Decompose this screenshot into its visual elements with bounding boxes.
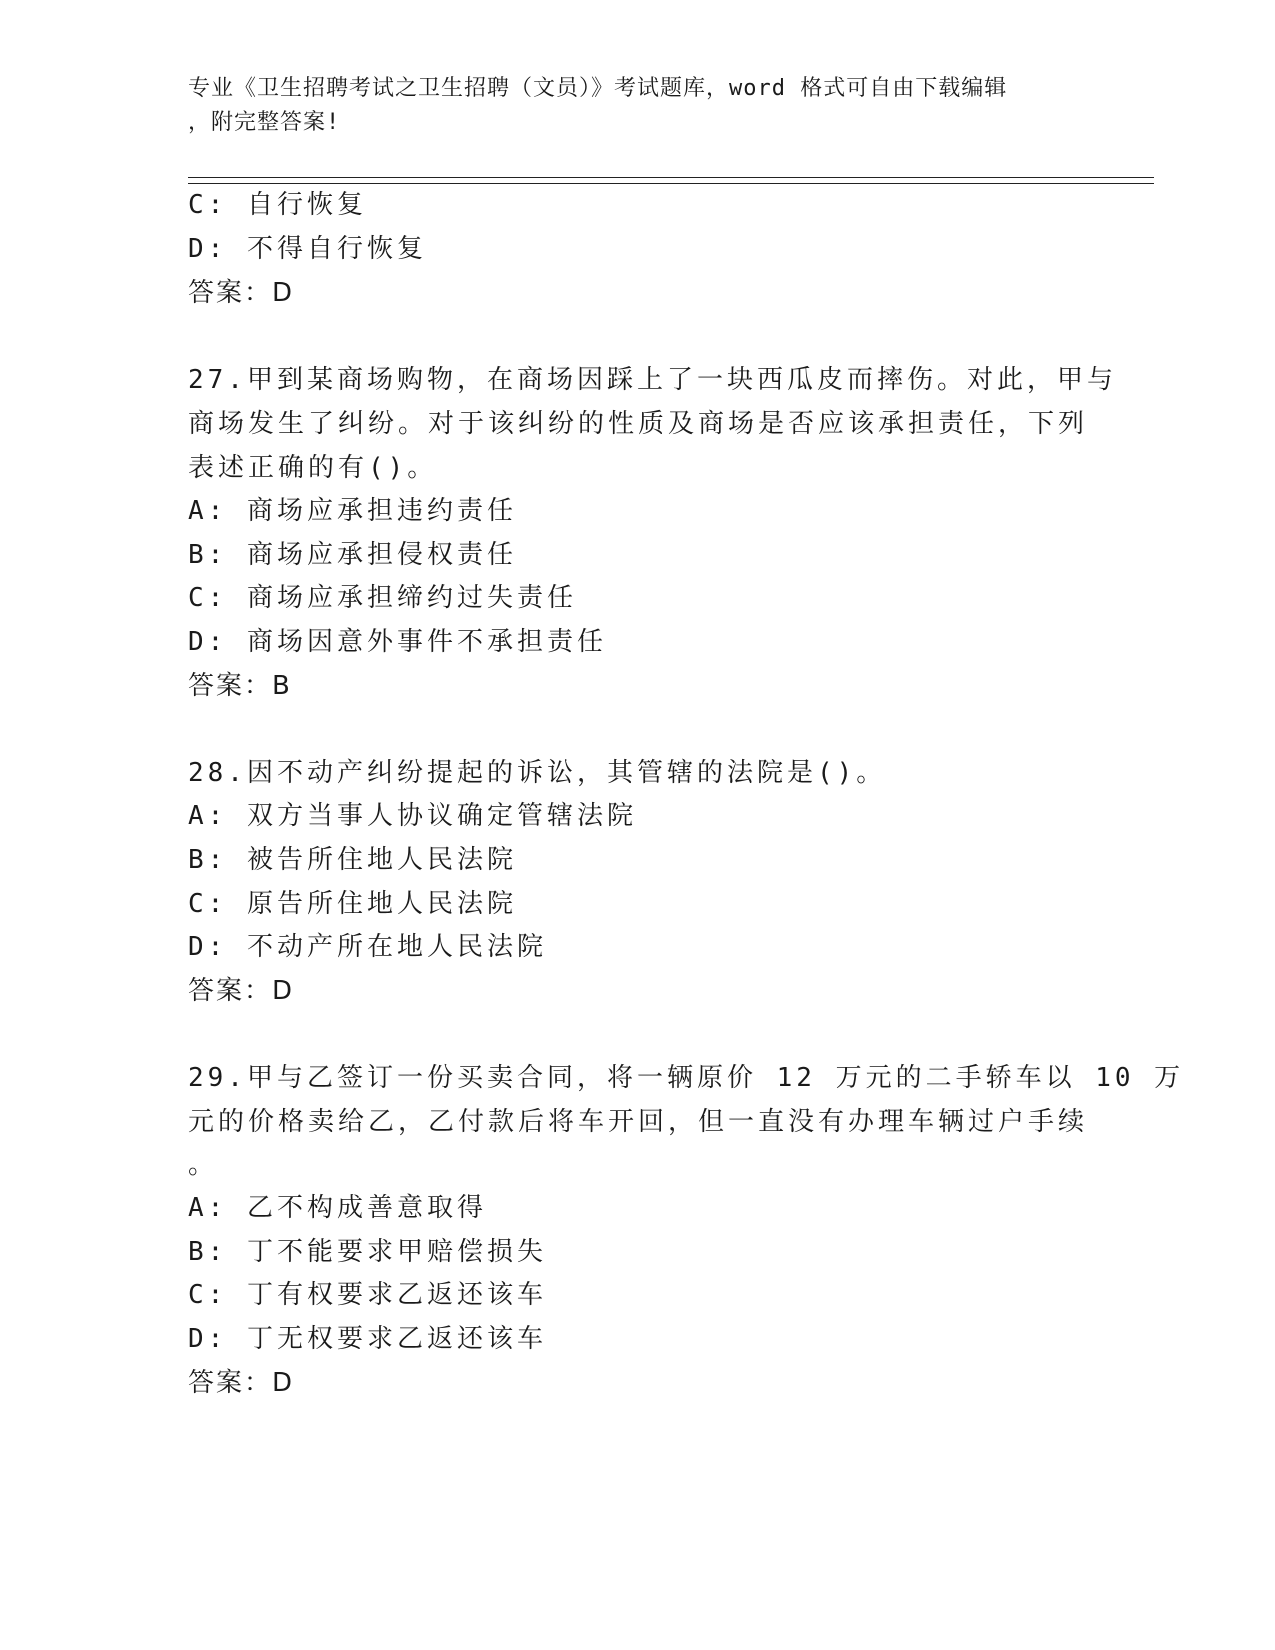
header-divider-bottom (188, 183, 1154, 184)
q27-stem-line-3: 表述正确的有()。 (188, 453, 438, 483)
header-divider-top (188, 177, 1154, 178)
q29-stem-line-2: 元的价格卖给乙，乙付款后将车开回，但一直没有办理车辆过户手续 (188, 1107, 1089, 1137)
page-header (188, 72, 1068, 140)
q28-stem-line-1: 28.因不动产纠纷提起的诉讼，其管辖的法院是()。 (188, 758, 887, 788)
q26-option-c: C: 自行恢复 (188, 190, 367, 220)
q28-option-b: B: 被告所住地人民法院 (188, 845, 517, 875)
q29-option-d: D: 丁无权要求乙返还该车 (188, 1324, 547, 1354)
header-line-1: 专业《卫生招聘考试之卫生招聘（文员）》考试题库，word 格式可自由下载编辑 (188, 76, 1008, 101)
q29-answer: 答案：D (188, 1368, 295, 1398)
header-line-2: ，附完整答案! (188, 110, 341, 135)
q28-option-d: D: 不动产所在地人民法院 (188, 932, 547, 962)
q27-answer: 答案：B (188, 671, 292, 701)
q26-option-d: D: 不得自行恢复 (188, 234, 427, 264)
q27-option-c: C: 商场应承担缔约过失责任 (188, 583, 577, 613)
q27-stem-line-2: 商场发生了纠纷。对于该纠纷的性质及商场是否应该承担责任，下列 (188, 409, 1089, 439)
q29-option-a: A: 乙不构成善意取得 (188, 1193, 487, 1223)
q29-stem-line-3: 。 (188, 1150, 219, 1180)
q27-stem-line-1: 27.甲到某商场购物，在商场因踩上了一块西瓜皮而摔伤。对此，甲与 (188, 365, 1117, 395)
q29-option-b: B: 丁不能要求甲赔偿损失 (188, 1237, 547, 1267)
q29-stem-line-1: 29.甲与乙签订一份买卖合同，将一辆原价 12 万元的二手轿车以 10 万 (188, 1063, 1185, 1093)
q29-option-c: C: 丁有权要求乙返还该车 (188, 1280, 547, 1310)
q28-option-c: C: 原告所住地人民法院 (188, 889, 517, 919)
q27-option-a: A: 商场应承担违约责任 (188, 496, 517, 526)
q28-option-a: A: 双方当事人协议确定管辖法院 (188, 801, 637, 831)
q27-option-b: B: 商场应承担侵权责任 (188, 540, 517, 570)
q27-option-d: D: 商场因意外事件不承担责任 (188, 627, 607, 657)
q28-answer: 答案：D (188, 976, 295, 1006)
q26-answer: 答案：D (188, 278, 295, 308)
